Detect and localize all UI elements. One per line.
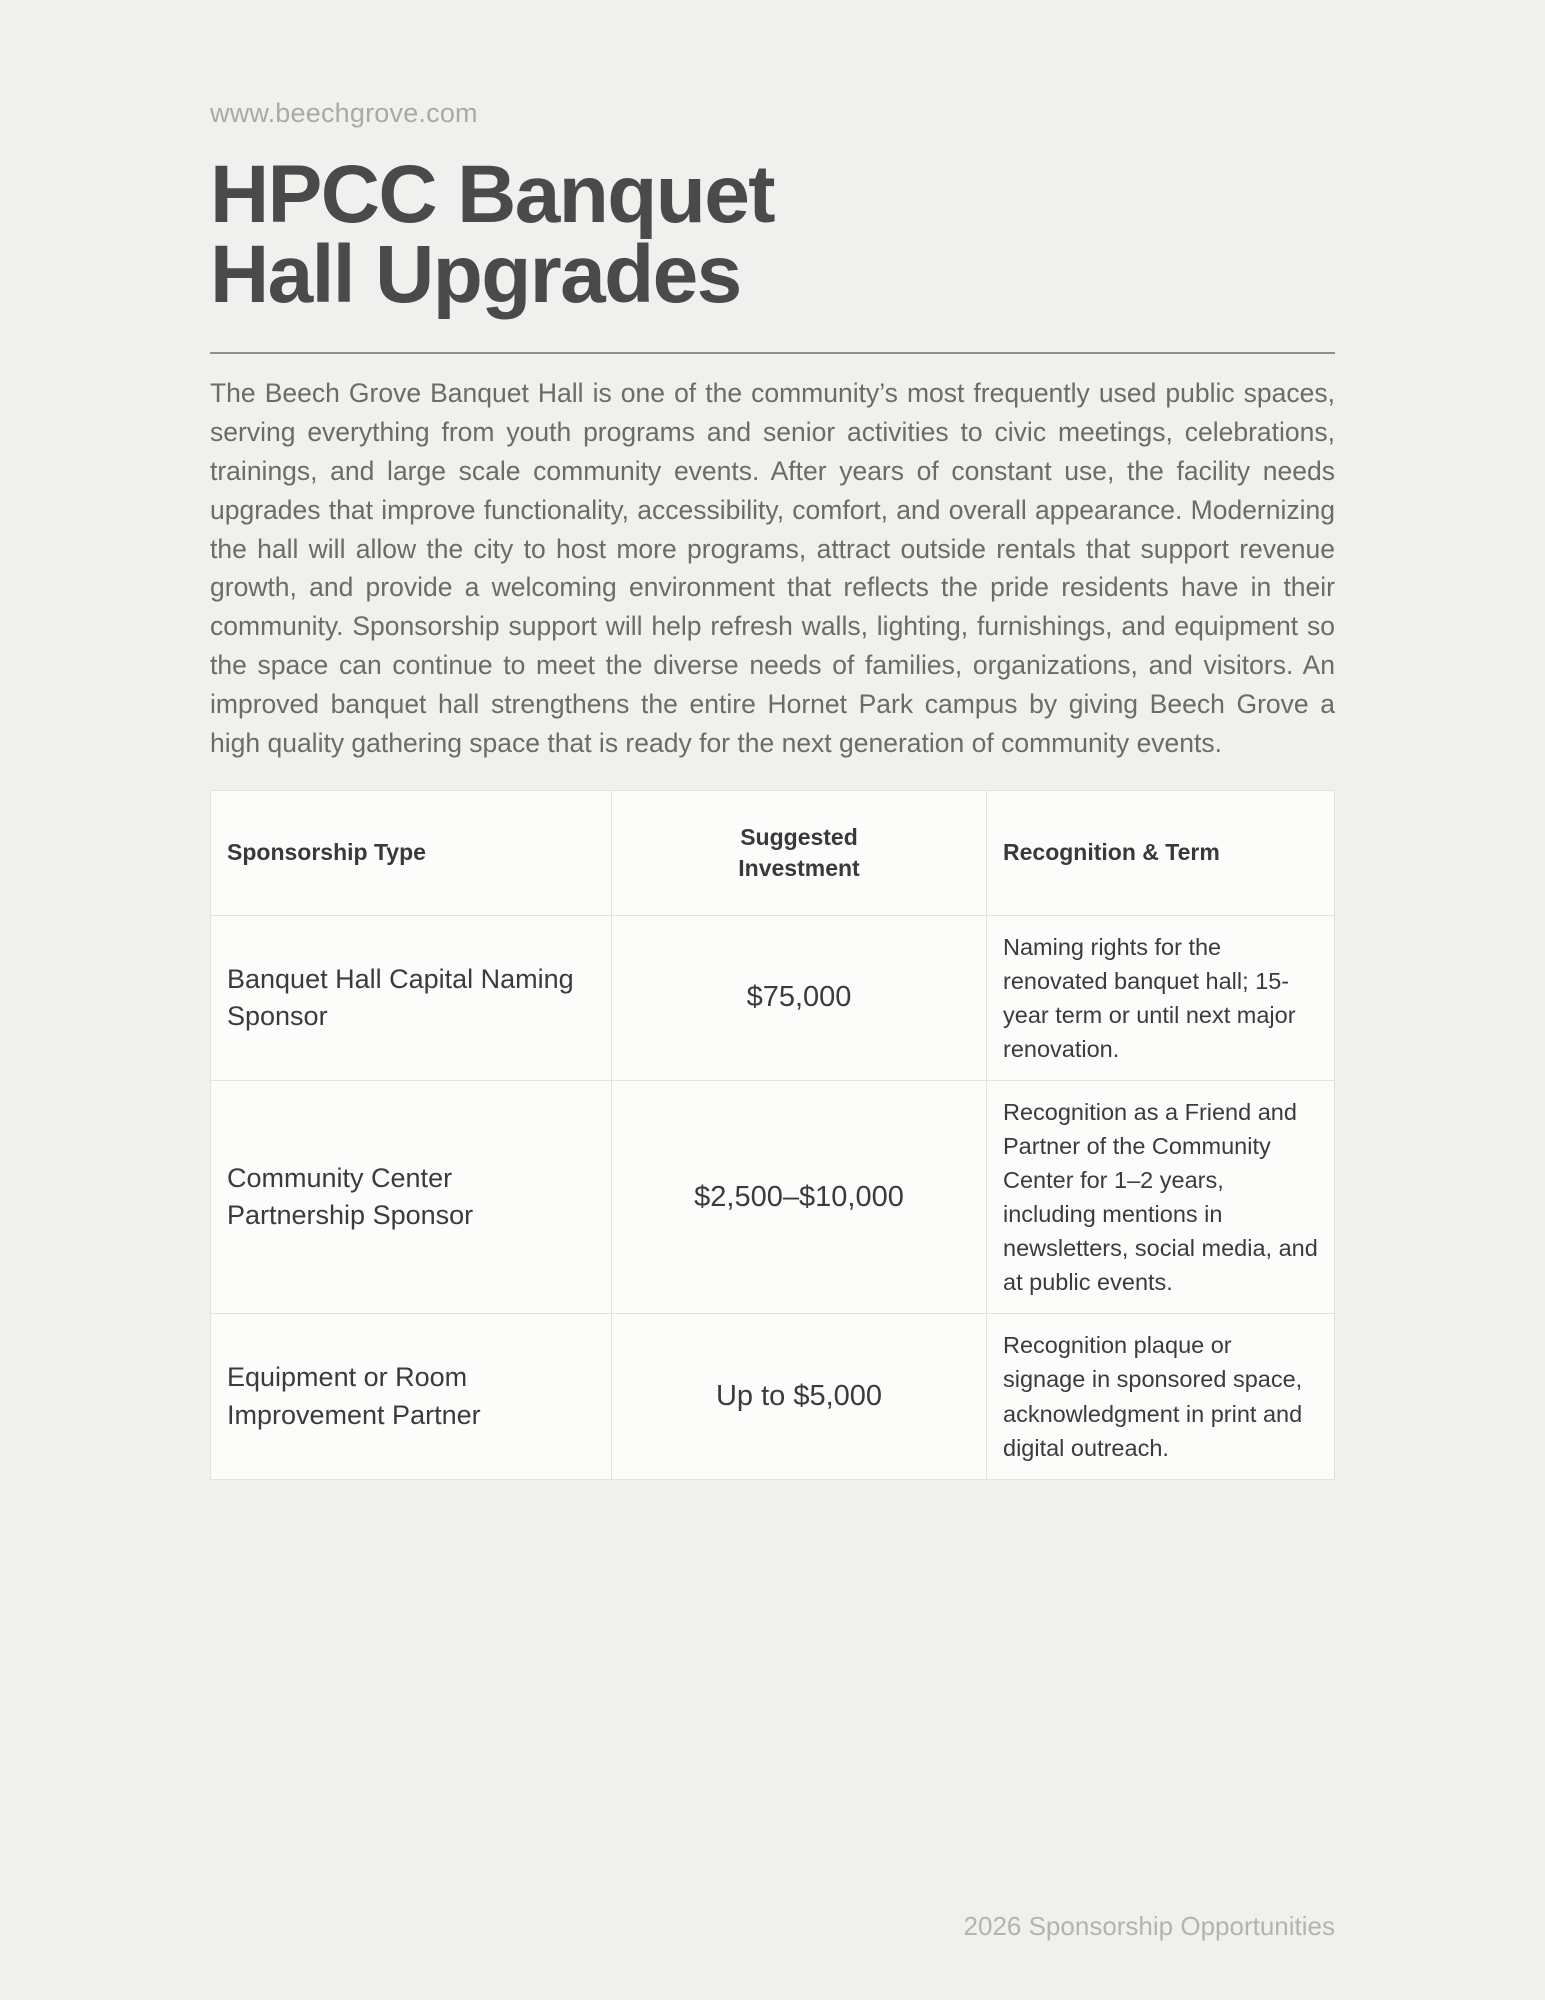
cell-recognition: Recognition as a Friend and Partner of the Community Center for 1–2 years, including mentions in newsletters, social media, and at public events. [987, 1081, 1335, 1314]
cell-investment: $2,500–$10,000 [612, 1081, 987, 1314]
footer-text: 2026 Sponsorship Opportunities [963, 1911, 1335, 1941]
page-title-line-1: HPCC Banquet [210, 149, 774, 240]
cell-sponsorship-type: Banquet Hall Capital Naming Sponsor [211, 915, 612, 1080]
sponsorship-table [210, 790, 1335, 1480]
cell-sponsorship-type: Equipment or Room Improvement Partner [211, 1314, 612, 1479]
table-row [211, 1314, 1335, 1479]
cell-sponsorship-type: Community Center Partnership Sponsor [211, 1081, 612, 1314]
website-url: www.beechgrove.com [210, 98, 478, 128]
column-header-investment-line-1: Suggested [740, 823, 858, 850]
table-header-row [211, 790, 1335, 915]
column-header-sponsorship-type: Sponsorship Type [211, 790, 612, 915]
title-divider [210, 352, 1335, 354]
cell-recognition: Naming rights for the renovated banquet hall; 15-year term or until next major renovation. [987, 915, 1335, 1080]
table-row [211, 1081, 1335, 1314]
column-header-recognition-term: Recognition & Term [987, 790, 1335, 915]
cell-investment: Up to $5,000 [612, 1314, 987, 1479]
cell-recognition: Recognition plaque or signage in sponsored space, acknowledgment in print and digital outreach. [987, 1314, 1335, 1479]
table-header [211, 790, 1335, 915]
page-title [210, 149, 1335, 321]
column-header-investment-line-2: Investment [738, 854, 860, 881]
table-body [211, 915, 1335, 1479]
column-header-suggested-investment [612, 790, 987, 915]
intro-paragraph: The Beech Grove Banquet Hall is one of the community’s most frequently used public spaces, serving everything from youth programs and senior activities to civic meetings, celebrations, trainings, and large scale community events. After years of constant use, the facility needs upgrades that improve functionality, accessibility, comfort, and overall appearance. Modernizing the hall will allow the city to host more programs, attract outside rentals that support revenue growth, and provide a welcoming environment that reflects the pride residents have in their community. Sponsorship support will help refresh walls, lighting, furnishings, and equipment so the space can continue to meet the diverse needs of families, organizations, and visitors. An improved banquet hall strengthens the entire Hornet Park campus by giving Beech Grove a high quality gathering space that is ready for the next generation of community events. [210, 377, 1335, 759]
cell-investment: $75,000 [612, 915, 987, 1080]
page-title-line-2: Hall Upgrades [210, 229, 741, 321]
table-row [211, 915, 1335, 1080]
